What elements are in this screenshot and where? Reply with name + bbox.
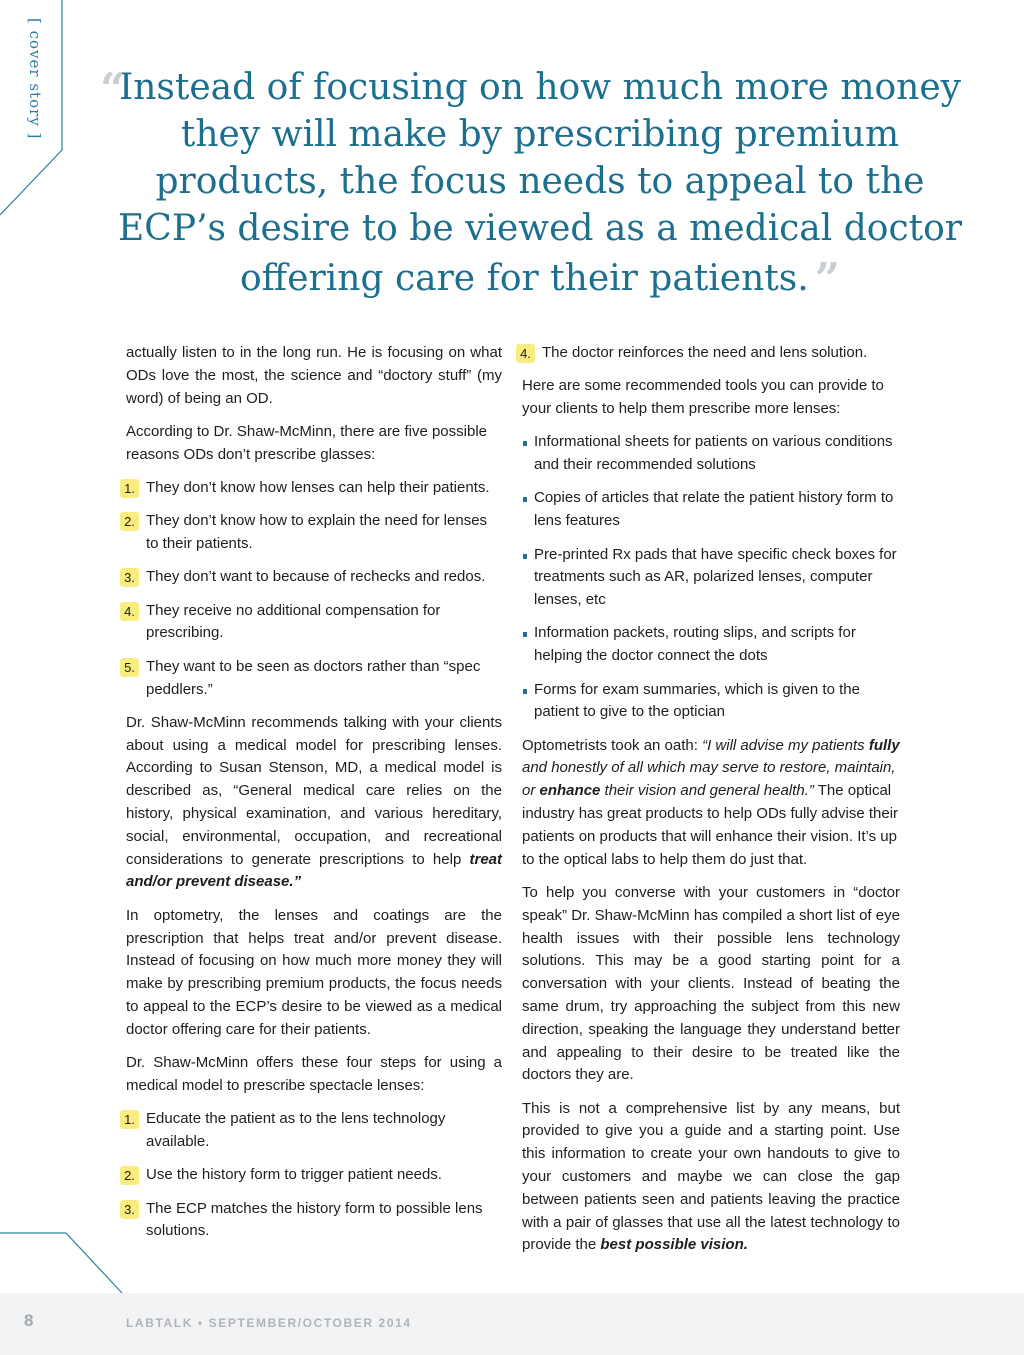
paragraph: Dr. Shaw-McMinn offers these four steps for using a medical model to prescribe spectacle lenses: xyxy=(126,1054,502,1094)
list-item xyxy=(126,1108,502,1154)
oath-emphasis: enhance xyxy=(539,782,601,800)
close-quote-mark: ” xyxy=(814,254,840,305)
list-item xyxy=(126,477,502,500)
number-badge: 1. xyxy=(120,1110,139,1129)
number-badge: 2. xyxy=(120,1166,139,1185)
list-item-text: Educate the patient as to the lens technology available. xyxy=(146,1110,446,1150)
tools-list xyxy=(522,431,900,724)
bullet-item: Copies of articles that relate the patient history form to lens features xyxy=(522,487,900,533)
list-item xyxy=(126,510,502,556)
paragraph: According to Dr. Shaw-McMinn, there are five possible reasons ODs don’t prescribe glasses: xyxy=(126,422,487,463)
list-item xyxy=(522,342,900,365)
list-item-text: They don’t know how to explain the need for lenses to their patients. xyxy=(146,512,488,553)
list-item xyxy=(126,1198,502,1244)
open-quote-mark: “ xyxy=(100,64,126,115)
paragraph: Here are some recommended tools you can provide to your clients to help them prescribe more lenses: xyxy=(522,377,884,418)
section-tag: [ cover story ] xyxy=(26,18,44,140)
number-badge: 5. xyxy=(120,658,139,677)
oath-lead: Optometrists took an oath: xyxy=(522,736,703,754)
paragraph: actually listen to in the long run. He is focusing on what ODs love the most, the science and “doctory stuff” (my word) of being an OD. xyxy=(126,344,502,407)
paragraph xyxy=(522,1098,900,1258)
oath-emphasis: fully xyxy=(868,736,900,754)
list-item-text: They want to be seen as doctors rather than “spec peddlers.” xyxy=(146,657,481,698)
number-badge: 3. xyxy=(120,1200,139,1219)
paragraph: In optometry, the lenses and coatings are the prescription that helps treat and/or prevent disease. Instead of focusing on how much more money they will make by prescribing premium products, the focus needs to appeal to the ECP’s desire to be viewed as a medical doctor offering care for their patients. xyxy=(126,906,502,1038)
oath-tail: The optical industry has great products to help ODs fully advise their patients on products that will enhance their vision. It’s up to the optical labs to help them do just that. xyxy=(522,782,899,868)
emphasis-text: treat and/or prevent disease.” xyxy=(126,850,502,891)
oath-paragraph xyxy=(522,735,900,872)
list-item xyxy=(126,600,502,646)
oath-quote: their vision and general health.” xyxy=(600,782,814,800)
paragraph-text: Dr. Shaw-McMinn recommends talking with your clients about using a medical model for prescribing lenses. According to Susan Stenson, MD, a medical model is described as, “General medical care relies on the history, physical examination, and various hereditary, social, environmental, occupation, and recreational considerations to generate prescriptions to help xyxy=(126,713,502,868)
pull-quote xyxy=(100,64,980,305)
right-column xyxy=(522,342,900,1268)
publication-line: LABTALK • SEPTEMBER/OCTOBER 2014 xyxy=(126,1316,412,1330)
number-badge: 2. xyxy=(120,512,139,531)
bullet-item: Forms for exam summaries, which is given to the patient to give to the optician xyxy=(522,679,900,725)
number-badge: 3. xyxy=(120,568,139,587)
list-item-text: They don’t want to because of rechecks and redos. xyxy=(146,568,486,586)
paragraph-text: This is not a comprehensive list by any means, but provided to give you a guide and a starting point. Use this information to create your own handouts to give to your customers and maybe we can close the gap between patients seen and patients leaving the practice with a pair of glasses that use all the latest technology to provide the xyxy=(522,1099,900,1254)
steps-list xyxy=(126,1108,502,1243)
paragraph: To help you converse with your customers in “doctor speak” Dr. Shaw-McMinn has compiled a short list of eye health issues with their possible lens technology solutions. This may be a good starting point for a conversation with your clients. Instead of beating the same drum, try approaching the subject from this new direction, speaking the language they understand better and appealing to their desire to be treated like the doctors they are. xyxy=(522,883,900,1084)
list-item-text: The doctor reinforces the need and lens solution. xyxy=(542,344,868,361)
list-item-text: They receive no additional compensation for prescribing. xyxy=(146,601,441,642)
oath-quote: “I will advise my patients xyxy=(702,736,869,754)
paragraph xyxy=(126,712,502,894)
list-item xyxy=(126,566,502,589)
bullet-item: Information packets, routing slips, and scripts for helping the doctor connect the dots xyxy=(522,622,900,668)
emphasis-text: best possible vision. xyxy=(600,1236,748,1254)
number-badge: 1. xyxy=(120,479,139,498)
steps-list-continued xyxy=(522,342,900,365)
number-badge: 4. xyxy=(120,602,139,621)
pull-quote-text: Instead of focusing on how much more money they will make by prescribing premium products, the focus needs to appeal to the ECP’s desire to be viewed as a medical doctor offering care for their patients. xyxy=(118,67,962,299)
bullet-item: Informational sheets for patients on various conditions and their recommended solutions xyxy=(522,431,900,477)
list-item xyxy=(126,656,502,702)
list-item-text: They don’t know how lenses can help their patients. xyxy=(146,478,490,496)
list-item xyxy=(126,1164,502,1187)
reasons-list xyxy=(126,477,502,701)
left-column xyxy=(126,342,502,1254)
oath-quote: and honestly of all which may serve to restore, maintain, or xyxy=(522,759,896,800)
bullet-item: Pre-printed Rx pads that have specific check boxes for treatments such as AR, polarized lenses, computer lenses, etc xyxy=(522,544,900,612)
list-item-text: The ECP matches the history form to possible lens solutions. xyxy=(146,1199,483,1240)
list-item-text: Use the history form to trigger patient needs. xyxy=(146,1166,442,1184)
page-number: 8 xyxy=(24,1311,34,1330)
number-badge: 4. xyxy=(516,344,535,363)
